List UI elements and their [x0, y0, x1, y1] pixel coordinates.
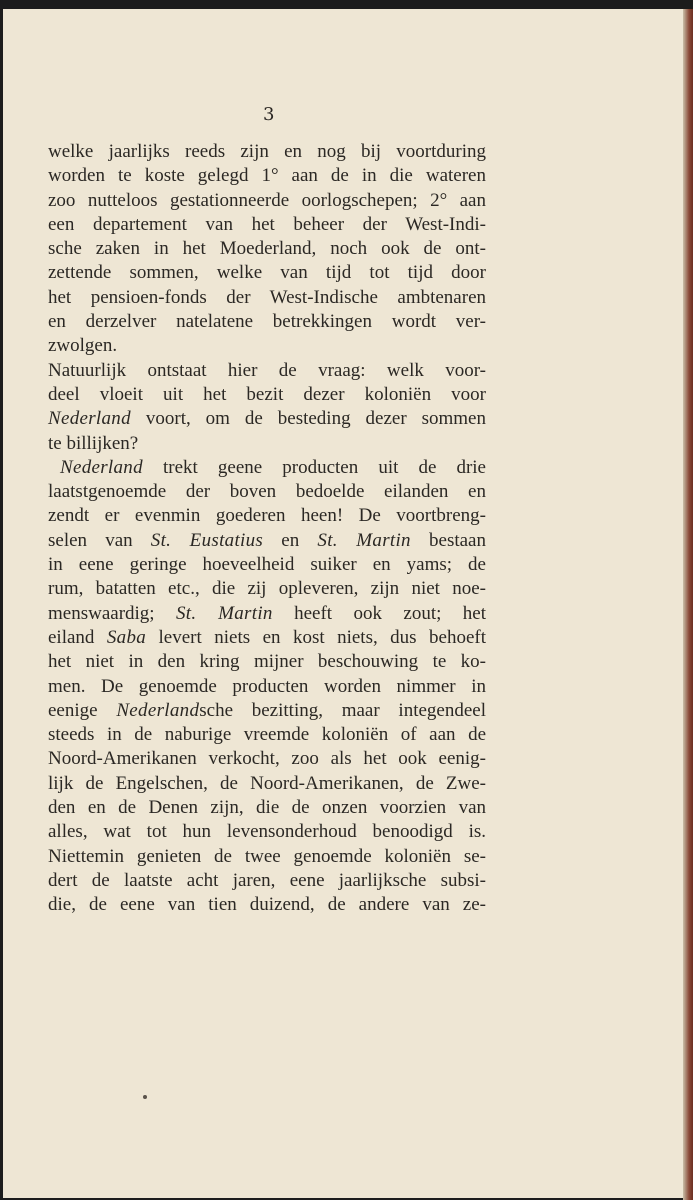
text-line: laatstgenoemde der boven bedoelde eilanden en [48, 481, 486, 503]
text-line: men. De genoemde producten worden nimmer in [48, 675, 486, 697]
text-line: het niet in den kring mijner beschouwing te ko- [48, 651, 486, 673]
text-line: eenige Nederlandsche bezitting, maar integendeel [48, 699, 486, 721]
text-line: zendt er evenmin goederen heen! De voortbreng- [48, 505, 486, 527]
page-edge [683, 9, 693, 1200]
text-line: Niettemin genieten de twee genoemde koloniën se- [48, 845, 486, 867]
text-line: in eene geringe hoeveelheid suiker en yams; de [48, 554, 486, 576]
text-line: een departement van het beheer der West-Indi- [48, 213, 486, 235]
text-line: deel vloeit uit het bezit dezer koloniën voor [48, 383, 486, 405]
body-text [48, 140, 486, 918]
text-line: zwolgen. [48, 335, 118, 357]
page-number: 3 [263, 104, 275, 125]
text-line: rum, batatten etc., die zij opleveren, zijn niet noe- [48, 578, 486, 600]
text-line: steeds in de naburige vreemde koloniën of aan de [48, 724, 486, 746]
text-line: Natuurlijk ontstaat hier de vraag: welk voor- [48, 359, 486, 381]
text-line: zoo nutteloos gestationneerde oorlogschepen; 2° aan [48, 189, 486, 211]
text-line: te billijken? [48, 432, 139, 454]
text-line: eiland Saba levert niets en kost niets, dus behoeft [48, 626, 486, 648]
text-line: en derzelver natelatene betrekkingen wordt ver- [48, 311, 486, 333]
text-line: den en de Denen zijn, die de onzen voorzien van [48, 797, 486, 819]
text-line: het pensioen-fonds der West-Indische ambtenaren [48, 286, 486, 308]
text-line: dert de laatste acht jaren, eene jaarlijksche subsi- [48, 869, 486, 891]
text-line: welke jaarlijks reeds zijn en nog bij voortduring [48, 141, 486, 162]
text-line: alles, wat tot hun levensonderhoud benoodigd is. [48, 821, 486, 843]
text-line: Noord-Amerikanen verkocht, zoo als het ook eenig- [48, 748, 486, 770]
text-line: Nederland voort, om de besteding dezer sommen [48, 408, 486, 430]
ink-dot [143, 1095, 147, 1099]
text-line: menswaardig; St. Martin heeft ook zout; het [48, 602, 486, 624]
text-line: zettende sommen, welke van tijd tot tijd door [48, 262, 486, 284]
text-line: die, de eene van tien duizend, de andere van ze- [48, 894, 486, 916]
text-line: worden te koste gelegd 1° aan de in die wateren [48, 165, 486, 187]
text-line: sche zaken in het Moederland, noch ook de ont- [48, 238, 486, 260]
text-line: Nederland trekt geene producten uit de drie [60, 456, 486, 478]
text-line: selen van St. Eustatius en St. Martin bestaan [48, 529, 486, 551]
text-line: lijk de Engelschen, de Noord-Amerikanen, de Zwe- [48, 772, 486, 794]
